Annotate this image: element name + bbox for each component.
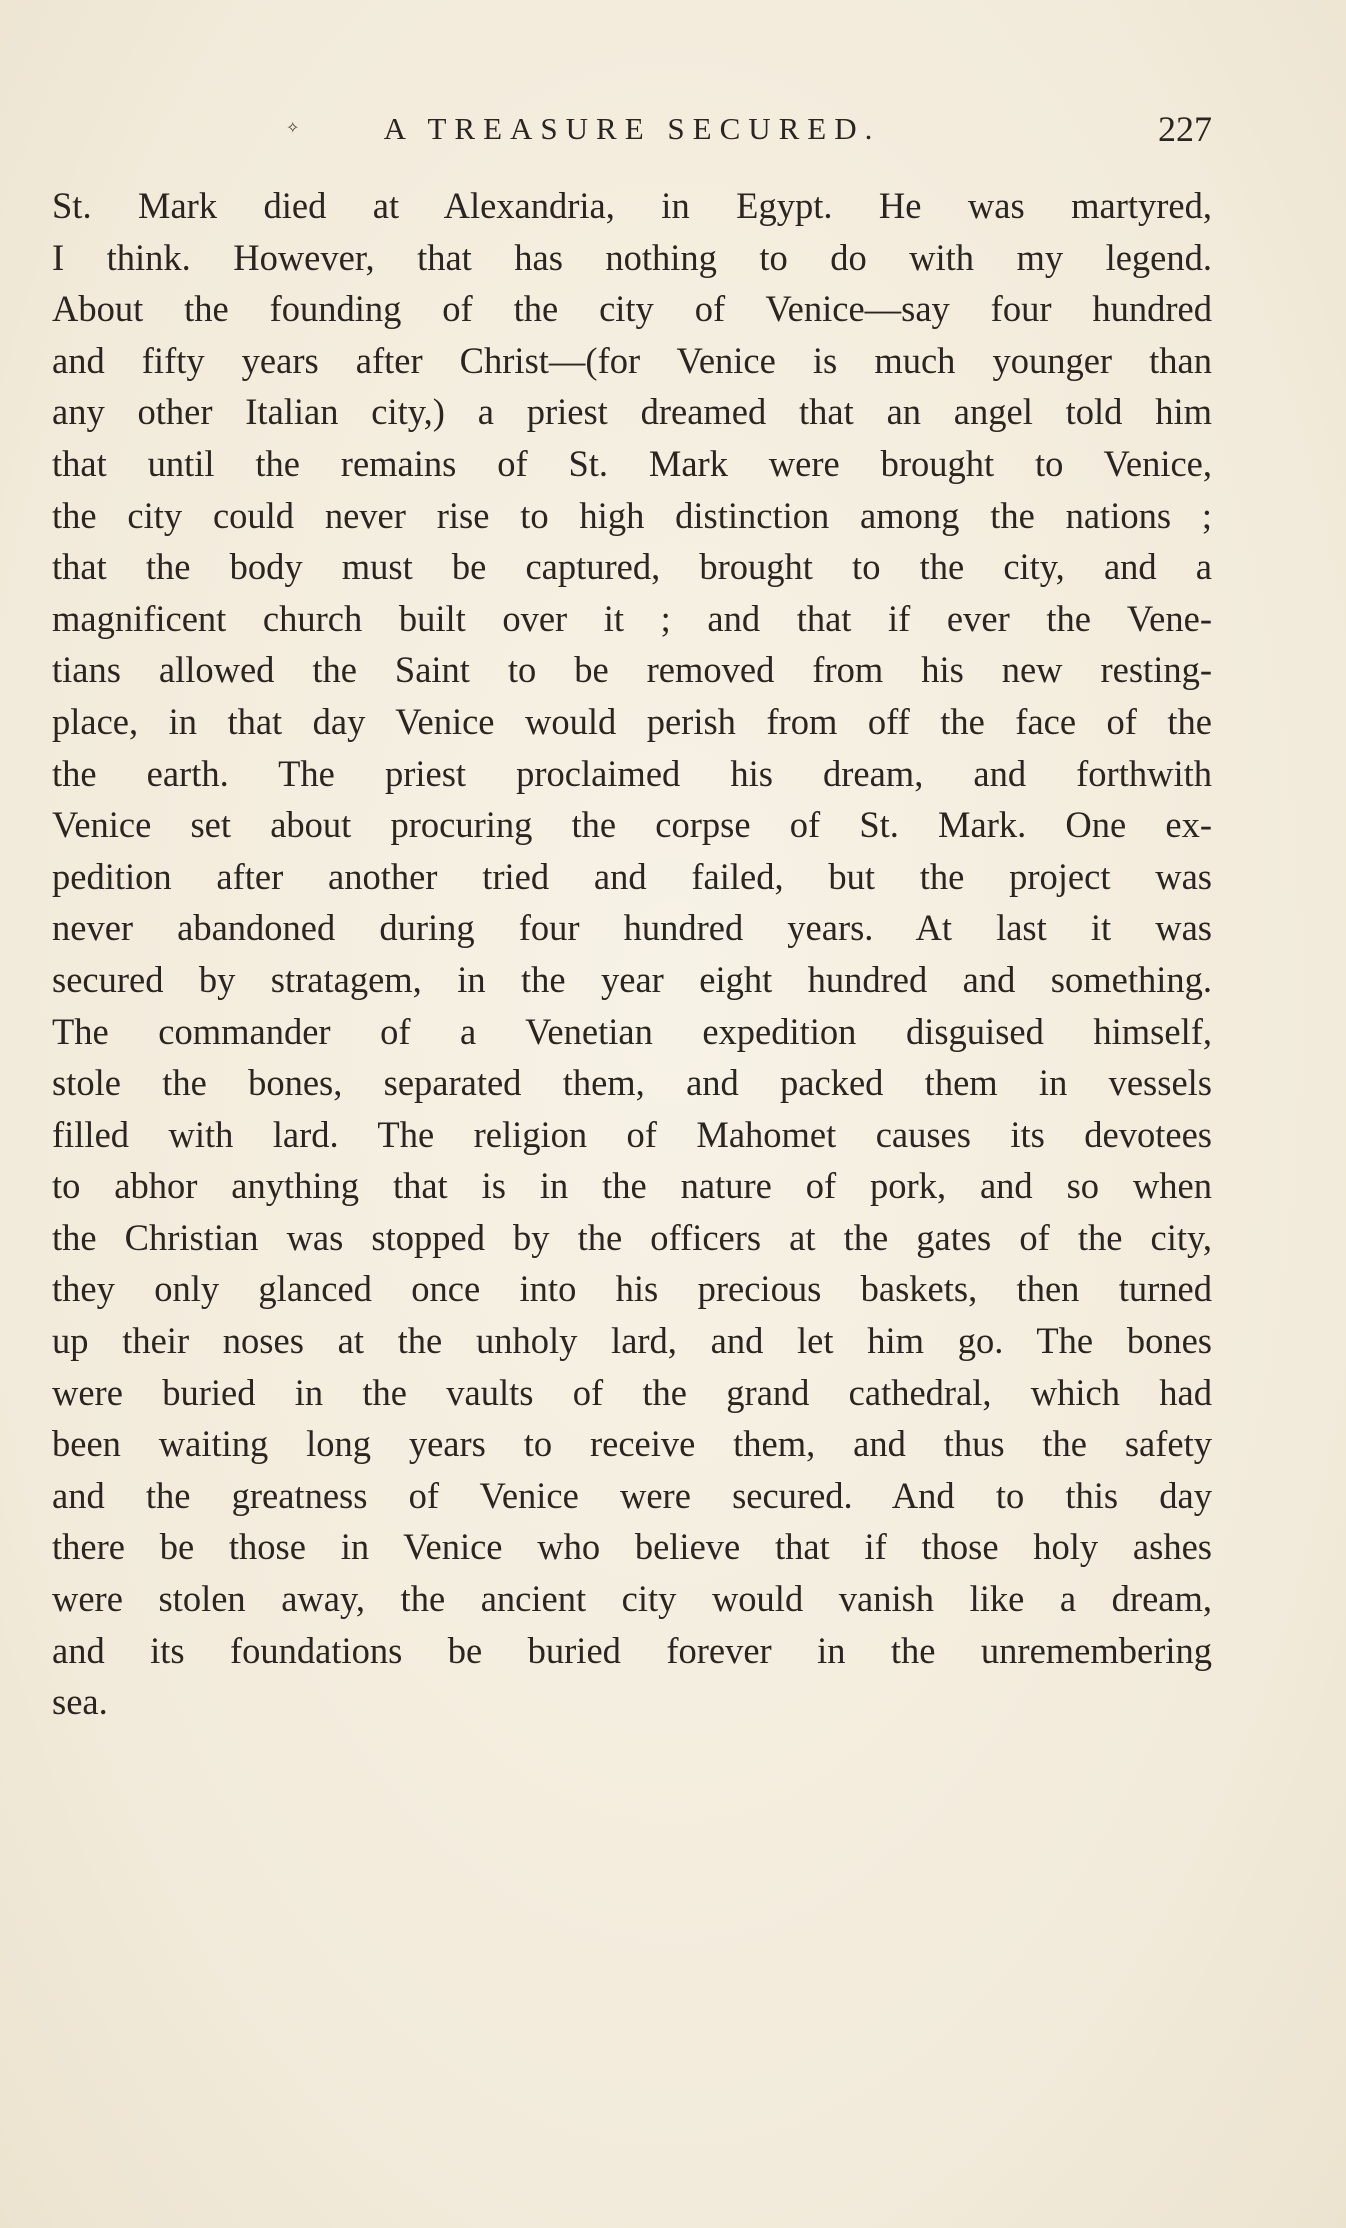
text-line: secured by stratagem, in the year eight hundred and something. xyxy=(52,958,1212,1000)
text-line: the city could never rise to high distinction among the nations ; xyxy=(52,494,1212,536)
text-line: they only glanced once into his precious baskets, then turned xyxy=(52,1268,1212,1310)
text-line: and fifty years after Christ—(for Venice is much younger than xyxy=(52,339,1212,381)
text-line: and its foundations be buried forever in the unremembering xyxy=(52,1629,1212,1671)
text-line: that until the remains of St. Mark were brought to Venice, xyxy=(52,442,1212,484)
text-line: stole the bones, separated them, and packed them in vessels xyxy=(52,1062,1212,1104)
text-line: were stolen away, the ancient city would vanish like a dream, xyxy=(52,1578,1212,1620)
text-line: The commander of a Venetian expedition disguised himself, xyxy=(52,1010,1212,1052)
text-line: St. Mark died at Alexandria, in Egypt. He was martyred, xyxy=(52,185,1212,226)
text-line: filled with lard. The religion of Mahomet causes its devotees xyxy=(52,1113,1212,1155)
text-line: and the greatness of Venice were secured. And to this day xyxy=(52,1474,1212,1516)
text-line: never abandoned during four hundred years. At last it was xyxy=(52,907,1212,949)
text-line: the Christian was stopped by the officers at the gates of the city, xyxy=(52,1216,1212,1258)
text-line: pedition after another tried and failed, but the project was xyxy=(52,855,1212,897)
text-line: Venice set about procuring the corpse of St. Mark. One ex- xyxy=(52,804,1212,846)
text-line: magnificent church built over it ; and that if ever the Vene- xyxy=(52,597,1212,639)
page-header xyxy=(52,104,1212,154)
text-line: sea. xyxy=(52,1681,108,1723)
text-line: tians allowed the Saint to be removed from his new resting- xyxy=(52,649,1212,691)
body-paragraph xyxy=(52,180,1212,1728)
text-line: About the founding of the city of Venice—say four hundred xyxy=(52,288,1212,330)
text-line: that the body must be captured, brought to the city, and a xyxy=(52,546,1212,588)
text-line: up their noses at the unholy lard, and let him go. The bones xyxy=(52,1320,1212,1362)
text-line: place, in that day Venice would perish from off the face of the xyxy=(52,700,1212,742)
text-line: I think. However, that has nothing to do with my legend. xyxy=(52,236,1212,278)
page-number: 227 xyxy=(1158,109,1212,149)
text-line: been waiting long years to receive them, and thus the safety xyxy=(52,1423,1212,1465)
text-line: the earth. The priest proclaimed his dream, and forthwith xyxy=(52,752,1212,794)
header-ornament: ✧ xyxy=(286,120,300,137)
text-line: were buried in the vaults of the grand cathedral, which had xyxy=(52,1371,1212,1413)
text-line: any other Italian city,) a priest dreamed that an angel told him xyxy=(52,391,1212,433)
text-line: there be those in Venice who believe that if those holy ashes xyxy=(52,1526,1212,1568)
text-line: to abhor anything that is in the nature of pork, and so when xyxy=(52,1165,1212,1207)
running-head: A TREASURE SECURED. xyxy=(383,111,881,146)
